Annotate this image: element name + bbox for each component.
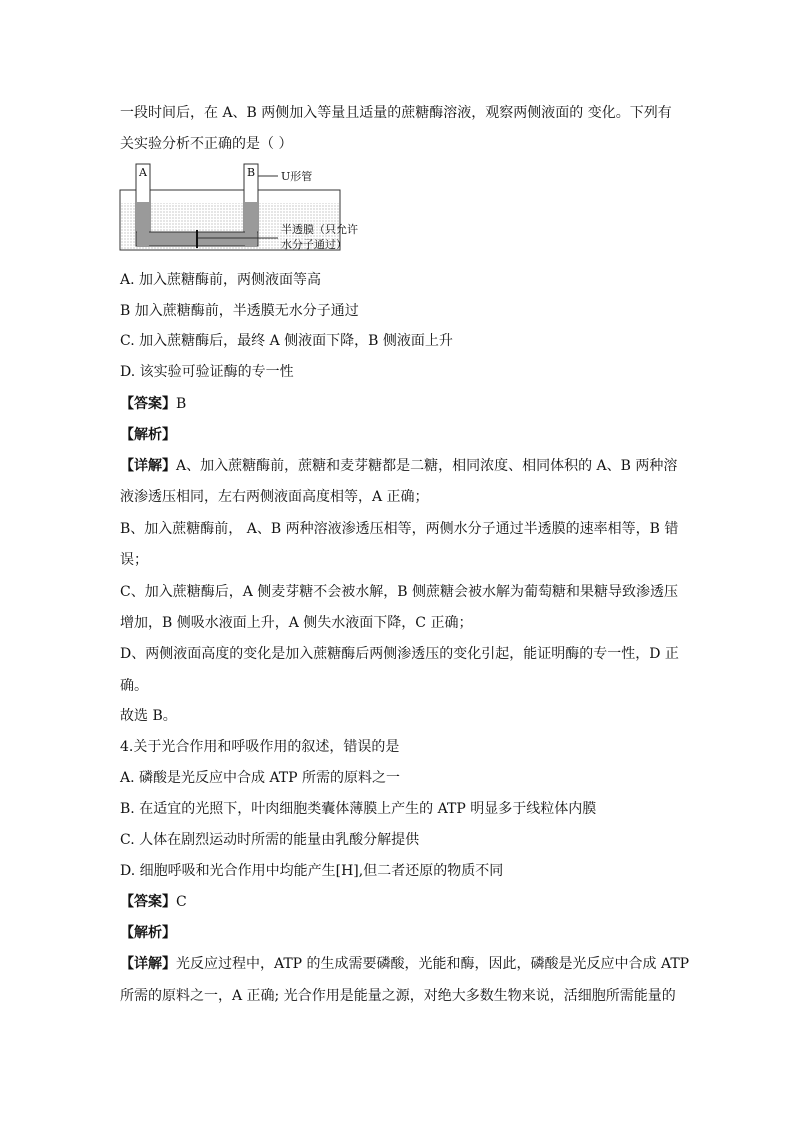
q4-option-c: C. 人体在剧烈运动时所需的能量由乳酸分解提供 bbox=[120, 832, 420, 848]
q3-conclusion: 故选 B。 bbox=[120, 708, 177, 724]
label-b: B bbox=[247, 166, 256, 179]
q3-option-a: A. 加入蔗糖酶前，两侧液面等高 bbox=[120, 272, 322, 288]
q4-option-b: B. 在适宜的光照下，叶肉细胞类囊体薄膜上产生的 ATP 明显多于线粒体内膜 bbox=[120, 801, 597, 817]
q4-detail-line-1 bbox=[120, 954, 690, 974]
detail-tag: 【详解】 bbox=[120, 458, 176, 474]
label-membrane-1: 半透膜（只允许 bbox=[281, 223, 358, 236]
q3-detail-line-7: D、两侧液面高度的变化是加入蔗糖酶后两侧渗透压的变化引起，能证明酶的专一性，D 正 bbox=[120, 646, 679, 662]
label-a: A bbox=[139, 166, 147, 179]
u-tube-diagram bbox=[118, 160, 368, 256]
question-intro-line-2: 关实验分析不正确的是（ ） bbox=[120, 136, 293, 152]
q4-detail-line-2: 所需的原料之一，A 正确; 光合作用是能量之源，对绝大多数生物来说，活细胞所需能量的 bbox=[120, 988, 676, 1004]
q3-detail-line-8: 确。 bbox=[120, 678, 148, 694]
q3-detail-line-6: 增加，B 侧吸水液面上升，A 侧失水液面下降，C 正确； bbox=[120, 615, 473, 631]
detail-text: A、加入蔗糖酶前，蔗糖和麦芽糖都是二糖，相同浓度、相同体积的 A、B 两种溶 bbox=[176, 458, 678, 474]
q3-detail-line-3: B、加入蔗糖酶前， A、B 两种溶液渗透压相等，两侧水分子通过半透膜的速率相等，B 错 bbox=[120, 521, 679, 537]
detail-text: 光反应过程中，ATP 的生成需要磷酸，光能和酶，因此，磷酸是光反应中合成 ATP bbox=[176, 956, 690, 972]
q3-detail-line-1 bbox=[120, 456, 680, 476]
q3-option-d: D. 该实验可验证酶的专一性 bbox=[120, 364, 294, 380]
q3-option-c: C. 加入蔗糖酶后，最终 A 侧液面下降，B 侧液面上升 bbox=[120, 333, 453, 349]
answer-tag: 【答案】 bbox=[120, 396, 176, 412]
question-intro-line-1: 一段时间后，在 A、B 两侧加入等量且适量的蔗糖酶溶液，观察两侧液面的 变化。下列有 bbox=[120, 105, 672, 121]
answer-tag: 【答案】 bbox=[120, 894, 176, 910]
q4-stem: 4.关于光合作用和呼吸作用的叙述，错误的是 bbox=[120, 739, 400, 755]
q4-option-d: D. 细胞呼吸和光合作用中均能产生[H],但二者还原的物质不同 bbox=[120, 863, 504, 879]
answer-value: C bbox=[176, 894, 187, 910]
q3-detail-line-2: 液渗透压相同，左右两侧液面高度相等，A 正确； bbox=[120, 489, 429, 505]
q3-answer bbox=[120, 394, 680, 414]
q3-analysis-tag: 【解析】 bbox=[120, 427, 176, 443]
q4-analysis-tag: 【解析】 bbox=[120, 925, 176, 941]
q4-option-a: A. 磷酸是光反应中合成 ATP 所需的原料之一 bbox=[120, 770, 401, 786]
q3-detail-line-5: C、加入蔗糖酶后，A 侧麦芽糖不会被水解，B 侧蔗糖会被水解为葡萄糖和果糖导致渗透压 bbox=[120, 584, 679, 600]
label-membrane-2: 水分子通过） bbox=[281, 238, 347, 251]
answer-value: B bbox=[176, 396, 187, 412]
q3-option-b: B 加入蔗糖酶前，半透膜无水分子通过 bbox=[120, 303, 359, 319]
q4-answer bbox=[120, 892, 680, 912]
label-u-tube: U形管 bbox=[281, 170, 313, 183]
detail-tag: 【详解】 bbox=[120, 956, 176, 972]
q3-detail-line-4: 误； bbox=[120, 552, 148, 568]
